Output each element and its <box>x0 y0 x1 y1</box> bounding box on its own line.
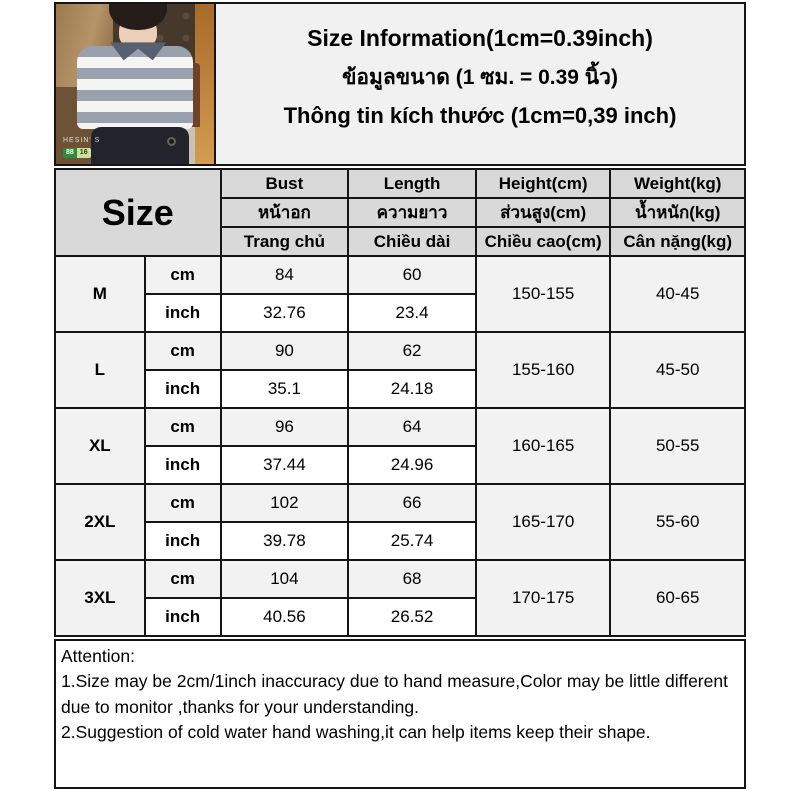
weight-range: 45-50 <box>610 332 745 408</box>
weight-range: 60-65 <box>610 560 745 636</box>
unit-label: cm <box>145 332 221 370</box>
length-header-th: ความยาว <box>348 198 476 227</box>
weight-range: 50-55 <box>610 408 745 484</box>
striped-polo-shirt <box>77 46 194 129</box>
length-header-en: Length <box>348 169 476 198</box>
size-column-header: Size <box>55 169 221 256</box>
bust-value-inch: 32.76 <box>221 294 349 332</box>
attention-title: Attention: <box>61 646 135 666</box>
length-value-cm: 60 <box>348 256 476 294</box>
height-range: 155-160 <box>476 332 611 408</box>
unit-label: inch <box>145 370 221 408</box>
bust-value-cm: 102 <box>221 484 349 522</box>
unit-label: cm <box>145 256 221 294</box>
title-thai: ข้อมูลขนาด (1 ซม. = 0.39 นิ้ว) <box>342 66 618 89</box>
length-value-inch: 24.18 <box>348 370 476 408</box>
bust-header-en: Bust <box>221 169 349 198</box>
size-label: 3XL <box>55 560 145 636</box>
unit-label: cm <box>145 560 221 598</box>
size-label: L <box>55 332 145 408</box>
height-range: 170-175 <box>476 560 611 636</box>
height-range: 165-170 <box>476 484 611 560</box>
title-vietnamese: Thông tin kích thước (1cm=0,39 inch) <box>283 103 677 128</box>
photo-badge-left: 88 <box>63 148 77 158</box>
header-row-english <box>55 169 745 198</box>
size-label: 2XL <box>55 484 145 560</box>
unit-label: cm <box>145 408 221 446</box>
bust-value-inch: 40.56 <box>221 598 349 636</box>
table-row <box>55 332 745 370</box>
weight-header-th: น้ำหนัก(kg) <box>610 198 745 227</box>
bust-value-inch: 39.78 <box>221 522 349 560</box>
length-value-cm: 68 <box>348 560 476 598</box>
table-row <box>55 256 745 294</box>
table-row <box>55 560 745 598</box>
product-photo <box>56 4 216 164</box>
title-english: Size Information(1cm=0.39inch) <box>307 25 653 51</box>
length-value-inch: 26.52 <box>348 598 476 636</box>
size-table <box>54 168 746 637</box>
height-range: 150-155 <box>476 256 611 332</box>
header-section <box>54 2 746 166</box>
weight-range: 55-60 <box>610 484 745 560</box>
weight-header-vi: Cân nặng(kg) <box>610 227 745 256</box>
table-row <box>55 484 745 522</box>
bust-value-cm: 84 <box>221 256 349 294</box>
bust-value-cm: 104 <box>221 560 349 598</box>
bust-header-vi: Trang chủ <box>221 227 349 256</box>
weight-header-en: Weight(kg) <box>610 169 745 198</box>
photo-watermark: HESIN' S <box>63 137 101 144</box>
length-value-inch: 24.96 <box>348 446 476 484</box>
photo-badge <box>63 148 91 158</box>
weight-range: 40-45 <box>610 256 745 332</box>
unit-label: inch <box>145 522 221 560</box>
photo-badge-right: 16 <box>77 148 91 158</box>
height-range: 160-165 <box>476 408 611 484</box>
title-block <box>216 4 744 164</box>
unit-label: cm <box>145 484 221 522</box>
size-label: M <box>55 256 145 332</box>
size-label: XL <box>55 408 145 484</box>
height-header-en: Height(cm) <box>476 169 611 198</box>
attention-note-2: 2.Suggestion of cold water hand washing,it can help items keep their shape. <box>61 722 651 743</box>
length-value-inch: 23.4 <box>348 294 476 332</box>
bust-value-inch: 37.44 <box>221 446 349 484</box>
length-value-inch: 25.74 <box>348 522 476 560</box>
wrist-watch <box>167 137 176 146</box>
bust-value-inch: 35.1 <box>221 370 349 408</box>
unit-label: inch <box>145 598 221 636</box>
bust-header-th: หน้าอก <box>221 198 349 227</box>
length-value-cm: 66 <box>348 484 476 522</box>
attention-note-1: 1.Size may be 2cm/1inch inaccuracy due to hand measure,Color may be little different due to monitor ,thanks for your understanding. <box>61 671 728 717</box>
height-header-th: ส่วนสูง(cm) <box>476 198 611 227</box>
length-value-cm: 64 <box>348 408 476 446</box>
height-header-vi: Chiều cao(cm) <box>476 227 611 256</box>
model-pants <box>91 127 189 164</box>
attention-box <box>54 639 746 789</box>
unit-label: inch <box>145 294 221 332</box>
length-value-cm: 62 <box>348 332 476 370</box>
bust-value-cm: 96 <box>221 408 349 446</box>
bust-value-cm: 90 <box>221 332 349 370</box>
unit-label: inch <box>145 446 221 484</box>
length-header-vi: Chiều dài <box>348 227 476 256</box>
size-chart-sheet <box>54 2 746 789</box>
table-row <box>55 408 745 446</box>
